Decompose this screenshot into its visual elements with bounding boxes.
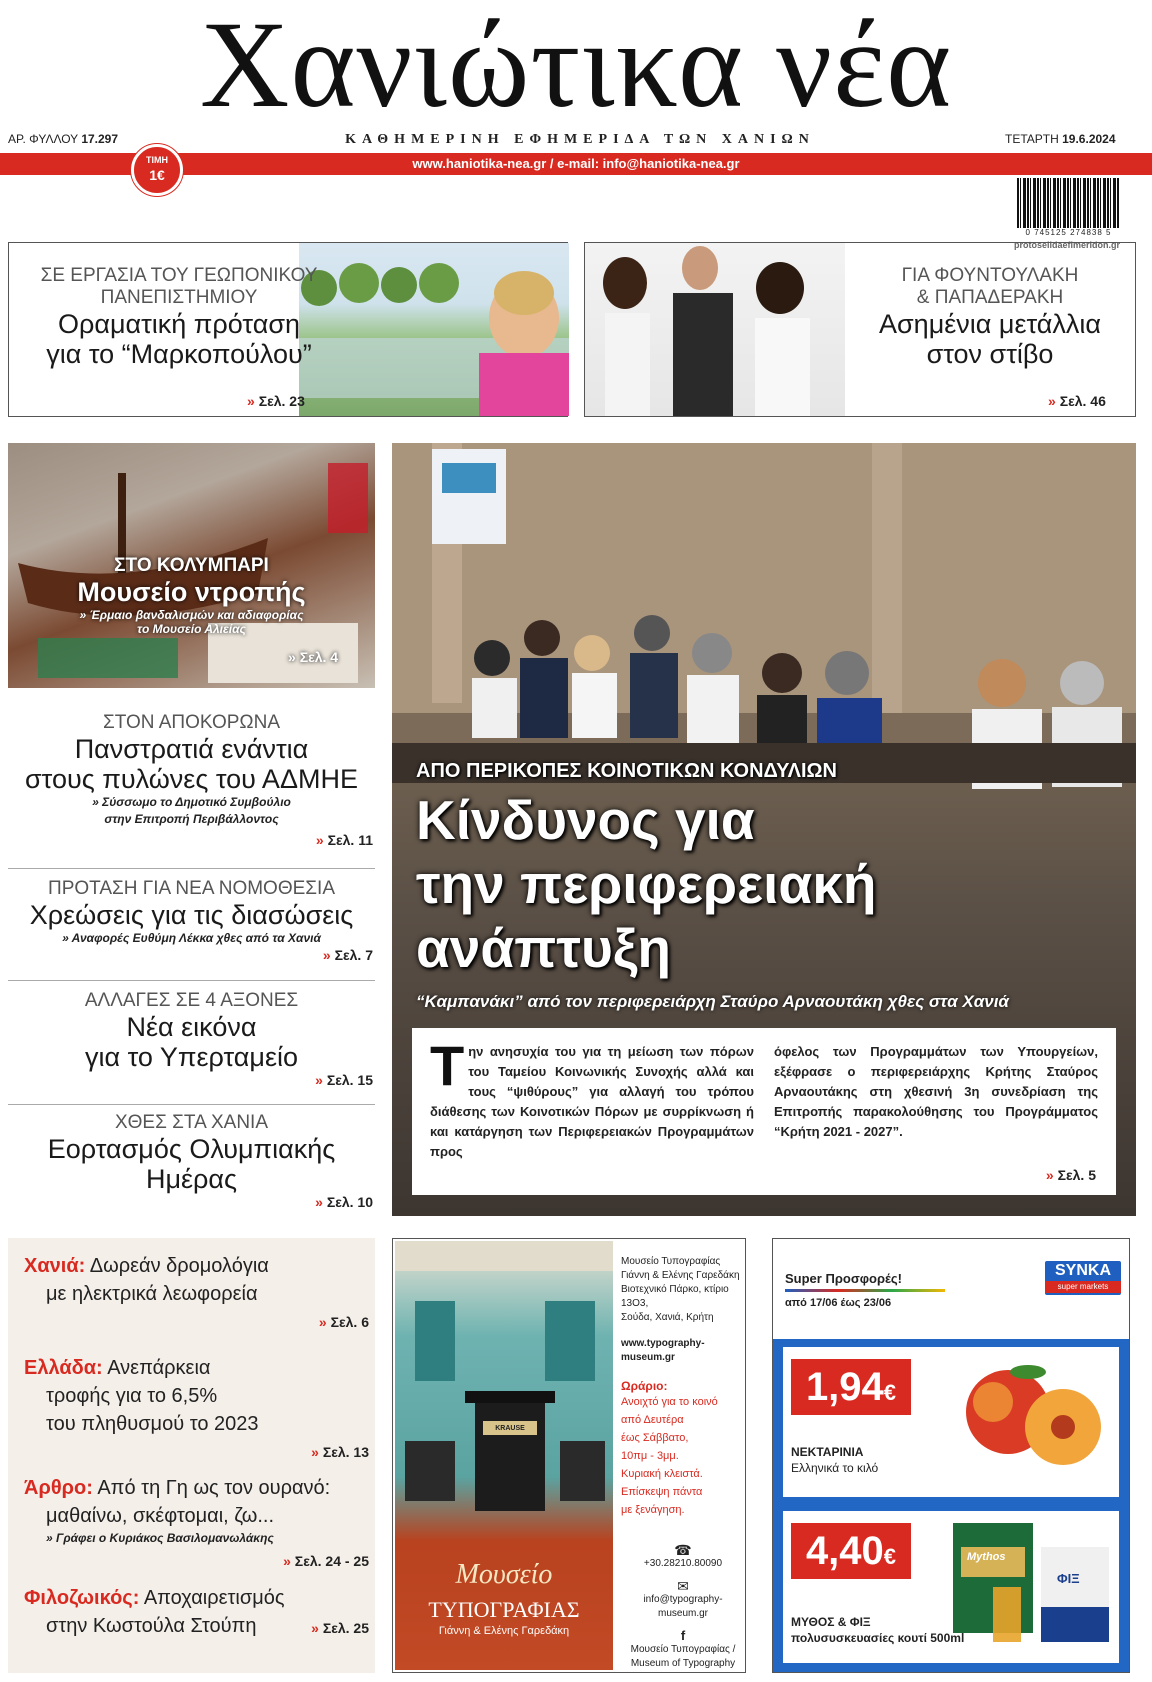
- page-ref[interactable]: » Σελ. 23: [247, 393, 305, 409]
- offer-currency: €: [883, 1380, 897, 1405]
- synka-dates: από 17/06 έως 23/06: [785, 1297, 892, 1309]
- brief-animal-welfare[interactable]: [24, 1584, 369, 1642]
- offer-price: [791, 1523, 911, 1579]
- story-kicker: ΣΤΟΝ ΑΠΟΚΟΡΩΝΑ: [102, 712, 281, 733]
- museum-address: Γιάννη & Ελένης Γαρεδάκη: [621, 1270, 740, 1281]
- story-headline[interactable]: για το Υπερταμείο: [84, 1042, 299, 1072]
- museum-hours-line: με ξενάγηση.: [621, 1504, 685, 1516]
- page-ref-text: Σελ. 11: [327, 832, 373, 848]
- story-headline[interactable]: Οραματική πρόταση: [57, 309, 300, 339]
- story-kicker: & ΠΑΠΑΔΕΡΑΚΗ: [916, 287, 1064, 308]
- story-headline[interactable]: Ασημένια μετάλλια: [879, 309, 1101, 339]
- feature-article[interactable]: [412, 1028, 1116, 1195]
- feature-kicker: ΑΠΟ ΠΕΡΙΚΟΠΕΣ ΚΟΙΝΟΤΙΚΩΝ ΚΟΝΔΥΛΙΩΝ: [416, 760, 837, 782]
- brief-text: μαθαίνω, σκέφτομαι, ζω...: [46, 1505, 275, 1527]
- price-badge: [131, 144, 183, 196]
- article-text: όφελος των Προγραμμάτων των Υπουργείων, εξέφρασε ο περιφερειάρχης Κρήτης Σταύρος Αρναουτάκης στη χθεσινή 3η συνεδρίαση της Επιτροπής παρακολούθησης του Προγράμματος “Κρήτη 2021 - 2027”.: [774, 1044, 1098, 1139]
- park-illustration: [299, 243, 569, 416]
- story-kicker: ΣΕ ΕΡΓΑΣΙΑ ΤΟΥ ΓΕΩΠΟΝΙΚΟΥ: [40, 265, 318, 286]
- issue-value: 17.297: [81, 132, 119, 146]
- museum-phone[interactable]: +30.28210.80090: [643, 1558, 723, 1569]
- story-kicker: ΧΘΕΣ ΣΤΑ ΧΑΝΙΑ: [114, 1112, 268, 1133]
- page-ref[interactable]: » Σελ. 24 - 25: [283, 1553, 369, 1569]
- brief-text: Από τη Γη ως τον ουρανό:: [97, 1477, 331, 1499]
- barcode-digits: 0 745125 274838 5: [1025, 228, 1112, 237]
- briefs-box: [8, 1238, 375, 1673]
- museum-hours-title: Ωράριο:: [621, 1379, 668, 1393]
- photo-athletes: [585, 243, 845, 416]
- brief-subline: » Γράφει ο Κυριάκος Βασιλομανωλάκης: [46, 1531, 274, 1545]
- issue-number: [8, 132, 118, 146]
- museum-address: Σούδα, Χανιά, Κρήτη: [621, 1312, 714, 1323]
- story-kicker: ΠΑΝΕΠΙΣΤΗΜΙΟΥ: [100, 287, 258, 308]
- offer-price-value: 1,94: [805, 1365, 884, 1409]
- offer-currency: €: [883, 1544, 897, 1569]
- page-ref[interactable]: » Σελ. 46: [1048, 393, 1106, 409]
- page-ref-text: Σελ. 15: [326, 1072, 373, 1088]
- divider: [8, 1104, 375, 1105]
- story-headline[interactable]: Εορτασμός Ολυμπιακής: [47, 1134, 336, 1164]
- mail-icon: ✉: [677, 1578, 689, 1594]
- synka-logo: [1045, 1261, 1121, 1295]
- divider: [8, 980, 375, 981]
- article-column-1: [430, 1034, 754, 1162]
- museum-hours-line: 10πμ - 3μμ.: [621, 1450, 679, 1462]
- brief-article[interactable]: [24, 1474, 369, 1575]
- story-kicker: ΓΙΑ ΦΟΥΝΤΟΥΛΑΚΗ: [901, 265, 1079, 286]
- museum-logo-title: ΤΥΠΟΓΡΑΦΙΑΣ: [428, 1597, 580, 1622]
- story-apokoronas[interactable]: [8, 712, 375, 848]
- feature-subhead: “Καμπανάκι” από τον περιφερειάρχη Σταύρο Αρναουτάκη χθες στα Χανιά: [416, 992, 1009, 1011]
- story-rescues[interactable]: [8, 878, 375, 963]
- divider: [8, 868, 375, 869]
- page-ref-text: Σελ. 4: [299, 649, 339, 665]
- offer-price-value: 4,40: [805, 1529, 884, 1573]
- phone-icon: ☎: [674, 1542, 692, 1558]
- museum-hours-line: Επίσκεψη πάντα: [621, 1486, 703, 1498]
- story-headline[interactable]: για το “Μαρκοπούλου”: [46, 339, 312, 369]
- price-value: 1€: [149, 167, 165, 183]
- offer-desc: Ελληνικά το κιλό: [791, 1461, 879, 1475]
- source-watermark: protoselidaefimeridon.gr: [1013, 240, 1120, 250]
- brief-label: Ελλάδα:: [24, 1357, 103, 1379]
- offer-desc: πολυσυσκευασίες κουτί 500ml: [791, 1631, 965, 1645]
- story-box-medals[interactable]: [584, 242, 1136, 417]
- page-ref-text: Σελ. 5: [1057, 1167, 1096, 1183]
- feature-headline-line: την περιφερειακή: [416, 853, 877, 915]
- story-kicker: ΠΡΟΤΑΣΗ ΓΙΑ ΝΕΑ ΝΟΜΟΘΕΣΙΑ: [48, 878, 335, 899]
- synka-logo-sub: super markets: [1045, 1281, 1121, 1293]
- brief-text: Αποχαιρετισμός: [143, 1587, 285, 1609]
- page-ref[interactable]: » Σελ. 4: [288, 649, 339, 665]
- museum-ad[interactable]: [392, 1238, 746, 1673]
- museum-hours: [621, 1393, 745, 1519]
- story-box-museum-shame[interactable]: [8, 443, 375, 688]
- page-ref-text: Σελ. 13: [322, 1444, 369, 1460]
- story-kicker: ΣΤΟ ΚΟΛΥΜΠΑΡΙ: [114, 555, 269, 576]
- brief-label: Άρθρο:: [24, 1477, 93, 1499]
- page-ref[interactable]: » Σελ. 25: [311, 1620, 369, 1636]
- museum-address: Μουσείο Τυπογραφίας: [621, 1256, 721, 1267]
- museum-logo-script: Μουσείο: [455, 1559, 553, 1590]
- page-ref[interactable]: » Σελ. 6: [318, 1314, 369, 1330]
- nectarine-illustration: [953, 1357, 1113, 1477]
- beer-brand-2: ΦΙΞ: [1057, 1571, 1080, 1586]
- story-headline[interactable]: Νέα εικόνα: [126, 1012, 257, 1042]
- story-headline[interactable]: Πανστρατιά ενάντια: [74, 734, 309, 764]
- brief-text: Δωρεάν δρομολόγια: [89, 1255, 269, 1277]
- story-kicker: ΑΛΛΑΓΕΣ ΣΕ 4 ΑΞΟΝΕΣ: [84, 990, 299, 1011]
- museum-website[interactable]: www.typography-museum.gr: [621, 1338, 705, 1363]
- museum-hours-line: από Δευτέρα: [621, 1414, 684, 1426]
- story-subline: » Αναφορές Ευθύμη Λέκκα χθες από τα Χανιά: [62, 931, 321, 945]
- press-label: KRAUSE: [495, 1425, 525, 1432]
- brief-text: Ανεπάρκεια: [107, 1357, 211, 1379]
- athletes-illustration: [585, 243, 845, 416]
- contact-urls[interactable]: www.haniotika-nea.gr / e-mail: info@haniotika-nea.gr: [412, 156, 740, 171]
- feature-headline[interactable]: [416, 788, 876, 980]
- feature-headline-line: ανάπτυξη: [416, 917, 671, 979]
- synka-ad[interactable]: [772, 1238, 1130, 1673]
- museum-hours-line: Κυριακή κλειστά.: [621, 1468, 703, 1480]
- brief-label: Χανιά:: [24, 1255, 86, 1277]
- beer-pack-illustration: [943, 1517, 1113, 1657]
- page-ref[interactable]: » Σελ. 7: [322, 947, 373, 963]
- story-subline: » Σύσσωμο το Δημοτικό Συμβούλιο: [92, 795, 291, 809]
- facebook-icon: f: [680, 1628, 686, 1643]
- brief-chania[interactable]: [24, 1252, 369, 1336]
- synka-offers-panel: [773, 1339, 1129, 1672]
- offer-beers[interactable]: [783, 1511, 1119, 1663]
- page-ref-text: Σελ. 23: [258, 393, 305, 409]
- barcode: [1017, 178, 1120, 228]
- photo-park: [299, 243, 569, 416]
- offer-price: [791, 1359, 911, 1415]
- page-ref[interactable]: » Σελ. 10: [315, 1194, 373, 1210]
- page-ref[interactable]: » Σελ. 15: [315, 1072, 373, 1088]
- feature-headline-line: Κίνδυνος για: [416, 789, 755, 851]
- story-subline: στην Επιτροπή Περιβάλλοντος: [104, 812, 279, 826]
- brief-text: με ηλεκτρικά λεωφορεία: [46, 1283, 258, 1305]
- offer-name: ΜΥΘΟΣ & ΦΙΞ: [791, 1615, 871, 1629]
- story-subline: » Έρμαιο βανδαλισμών και αδιαφορίας: [79, 608, 304, 622]
- page-ref[interactable]: » Σελ. 11: [315, 832, 373, 848]
- museum-logo-subtitle: Γιάννη & Ελένης Γαρεδάκη: [438, 1625, 570, 1637]
- page-ref-text: Σελ. 25: [322, 1620, 369, 1636]
- drop-cap: Τ: [430, 1034, 465, 1097]
- museum-hours-line: έως Σάββατο,: [621, 1432, 689, 1444]
- brief-text: στην Κωστούλα Στούπη: [46, 1615, 257, 1637]
- brief-text: τροφής για το 6,5%: [46, 1385, 218, 1407]
- brief-text: του πληθυσμού το 2023: [46, 1413, 259, 1435]
- synka-logo-text: SYNKA: [1054, 1262, 1111, 1279]
- museum-facebook[interactable]: Μουσείο Τυπογραφίας /: [630, 1644, 736, 1655]
- page-ref[interactable]: » Σελ. 5: [1045, 1167, 1096, 1183]
- newspaper-subtitle: ΚΑΘΗΜΕΡΙΝΗ ΕΦΗΜΕΡΙΔΑ ΤΩΝ ΧΑΝΙΩΝ: [345, 132, 815, 147]
- article-column-2: [774, 1042, 1098, 1142]
- museum-facebook[interactable]: Museum of Typography: [630, 1658, 736, 1669]
- page-ref-text: Σελ. 10: [326, 1194, 373, 1210]
- story-headline[interactable]: Ημέρας: [145, 1164, 238, 1194]
- story-headline[interactable]: Χρεώσεις για τις διασώσεις: [29, 900, 354, 930]
- museum-email[interactable]: info@typography-museum.gr: [643, 1594, 723, 1619]
- synka-rule: [785, 1289, 945, 1292]
- issue-date-value: 19.6.2024: [1062, 132, 1116, 146]
- museum-photo: [395, 1241, 613, 1670]
- issue-day: ΤΕΤΑΡΤΗ: [1005, 132, 1059, 146]
- beer-brand-1: Mythos: [967, 1551, 1006, 1563]
- price-label: ΤΙΜΗ: [146, 155, 168, 165]
- page-ref-text: Σελ. 6: [330, 1314, 369, 1330]
- offer-name: ΝΕΚΤΑΡΙΝΙΑ: [791, 1445, 864, 1459]
- story-olympic-day[interactable]: [8, 1112, 375, 1210]
- page-ref[interactable]: » Σελ. 13: [311, 1444, 369, 1460]
- page-ref-text: Σελ. 7: [334, 947, 373, 963]
- museum-address: Βιοτεχνικό Πάρκο, κτίριο 13Ο3,: [621, 1284, 729, 1309]
- brief-greece[interactable]: [24, 1354, 369, 1466]
- story-headline[interactable]: στον στίβο: [926, 339, 1054, 369]
- synka-title: Super Προσφορές!: [785, 1271, 902, 1286]
- page-ref-text: Σελ. 24 - 25: [294, 1553, 369, 1569]
- brief-label: Φιλοζωικός:: [24, 1587, 140, 1609]
- story-headline[interactable]: στους πυλώνες του ΑΔΜΗΕ: [25, 764, 358, 794]
- issue-label: ΑΡ. ΦΥΛΛΟΥ: [8, 132, 78, 146]
- issue-date: [1005, 132, 1116, 146]
- story-headline[interactable]: Μουσείο ντροπής: [77, 577, 306, 607]
- story-subline: το Μουσείο Αλιείας: [137, 622, 246, 636]
- page-ref-text: Σελ. 46: [1059, 393, 1106, 409]
- museum-hours-line: Ανοιχτό για το κοινό: [621, 1396, 718, 1408]
- story-box-markopoulou[interactable]: [8, 242, 568, 417]
- article-text: ην ανησυχία του για τη μείωση των πόρων του Ταμείου Κοινωνικής Συνοχής αλλά και τους “ψιθύρους” για αλλαγή του τρόπου διάθεσης των Κοινοτικών Πόρων με συρρίκνωση ή και κατάργηση των Περιφερειακών Προγραμμάτων προς: [430, 1044, 754, 1159]
- offer-nectarines[interactable]: [783, 1347, 1119, 1497]
- story-superfund[interactable]: [8, 990, 375, 1088]
- newspaper-title: Χανιώτικα νέα: [199, 0, 953, 133]
